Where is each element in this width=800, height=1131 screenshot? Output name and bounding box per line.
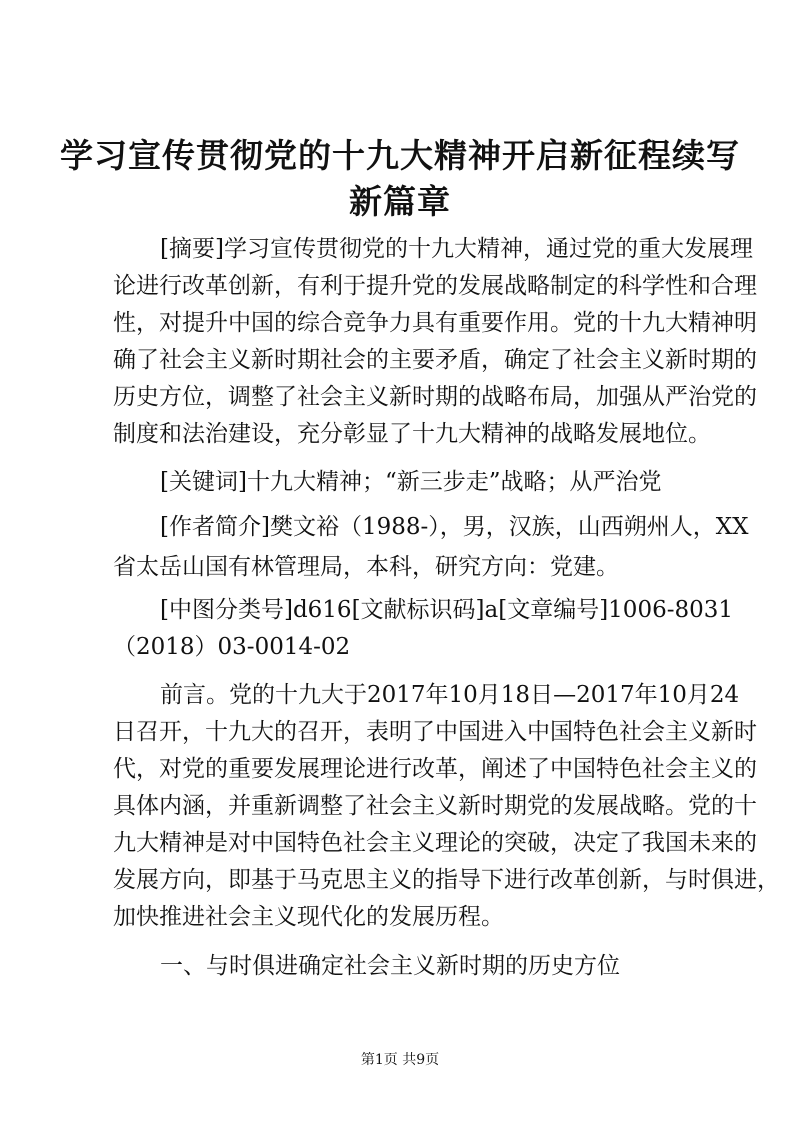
preface-line: 加快推进社会主义现代化的发展历程。 — [113, 904, 504, 930]
document-title-line-1: 学习宣传贯彻党的十九大精神开启新征程续写 — [60, 136, 740, 175]
keywords-line: [关键词]十九大精神；“新三步走”战略；从严治党 — [160, 469, 662, 495]
abstract-line: 确了社会主义新时期社会的主要矛盾，确定了社会主义新时期的 — [113, 347, 757, 373]
preface-line: 前言。党的十九大于2017年10月18日—2017年10月24 — [160, 682, 740, 708]
preface-line: 九大精神是对中国特色社会主义理论的突破，决定了我国未来的 — [113, 830, 757, 856]
author-line: 省太岳山国有林管理局，本科，研究方向：党建。 — [113, 554, 619, 580]
abstract-line: [摘要]学习宣传贯彻党的十九大精神，通过党的重大发展理 — [160, 236, 753, 262]
abstract-line: 历史方位，调整了社会主义新时期的战略布局，加强从严治党的 — [113, 384, 757, 410]
preface-line: 发展方向，即基于马克思主义的指导下进行改革创新，与时俱进， — [113, 867, 780, 893]
abstract-line: 制度和法治建设，充分彰显了十九大精神的战略发展地位。 — [113, 421, 711, 447]
preface-line: 具体内涵，并重新调整了社会主义新时期党的发展战略。党的十 — [113, 793, 757, 819]
preface-line: 代，对党的重要发展理论进行改革，阐述了中国特色社会主义的 — [113, 756, 757, 782]
section-heading: 一、与时俱进确定社会主义新时期的历史方位 — [160, 953, 620, 979]
abstract-line: 论进行改革创新，有利于提升党的发展战略制定的科学性和合理 — [113, 273, 757, 299]
page-number-footer: 第1页 共9页 — [360, 1052, 440, 1068]
abstract-line: 性，对提升中国的综合竞争力具有重要作用。党的十九大精神明 — [113, 310, 757, 336]
classification-line: [中图分类号]d616[文献标识码]a[文章编号]1006-8031 — [160, 597, 734, 623]
document-title-line-2: 新篇章 — [349, 182, 451, 221]
classification-line: （2018）03-0014-02 — [113, 634, 351, 660]
author-line: [作者简介]樊文裕（1988-），男，汉族，山西朔州人，XX — [160, 514, 749, 540]
preface-line: 日召开，十九大的召开，表明了中国进入中国特色社会主义新时 — [113, 719, 757, 745]
